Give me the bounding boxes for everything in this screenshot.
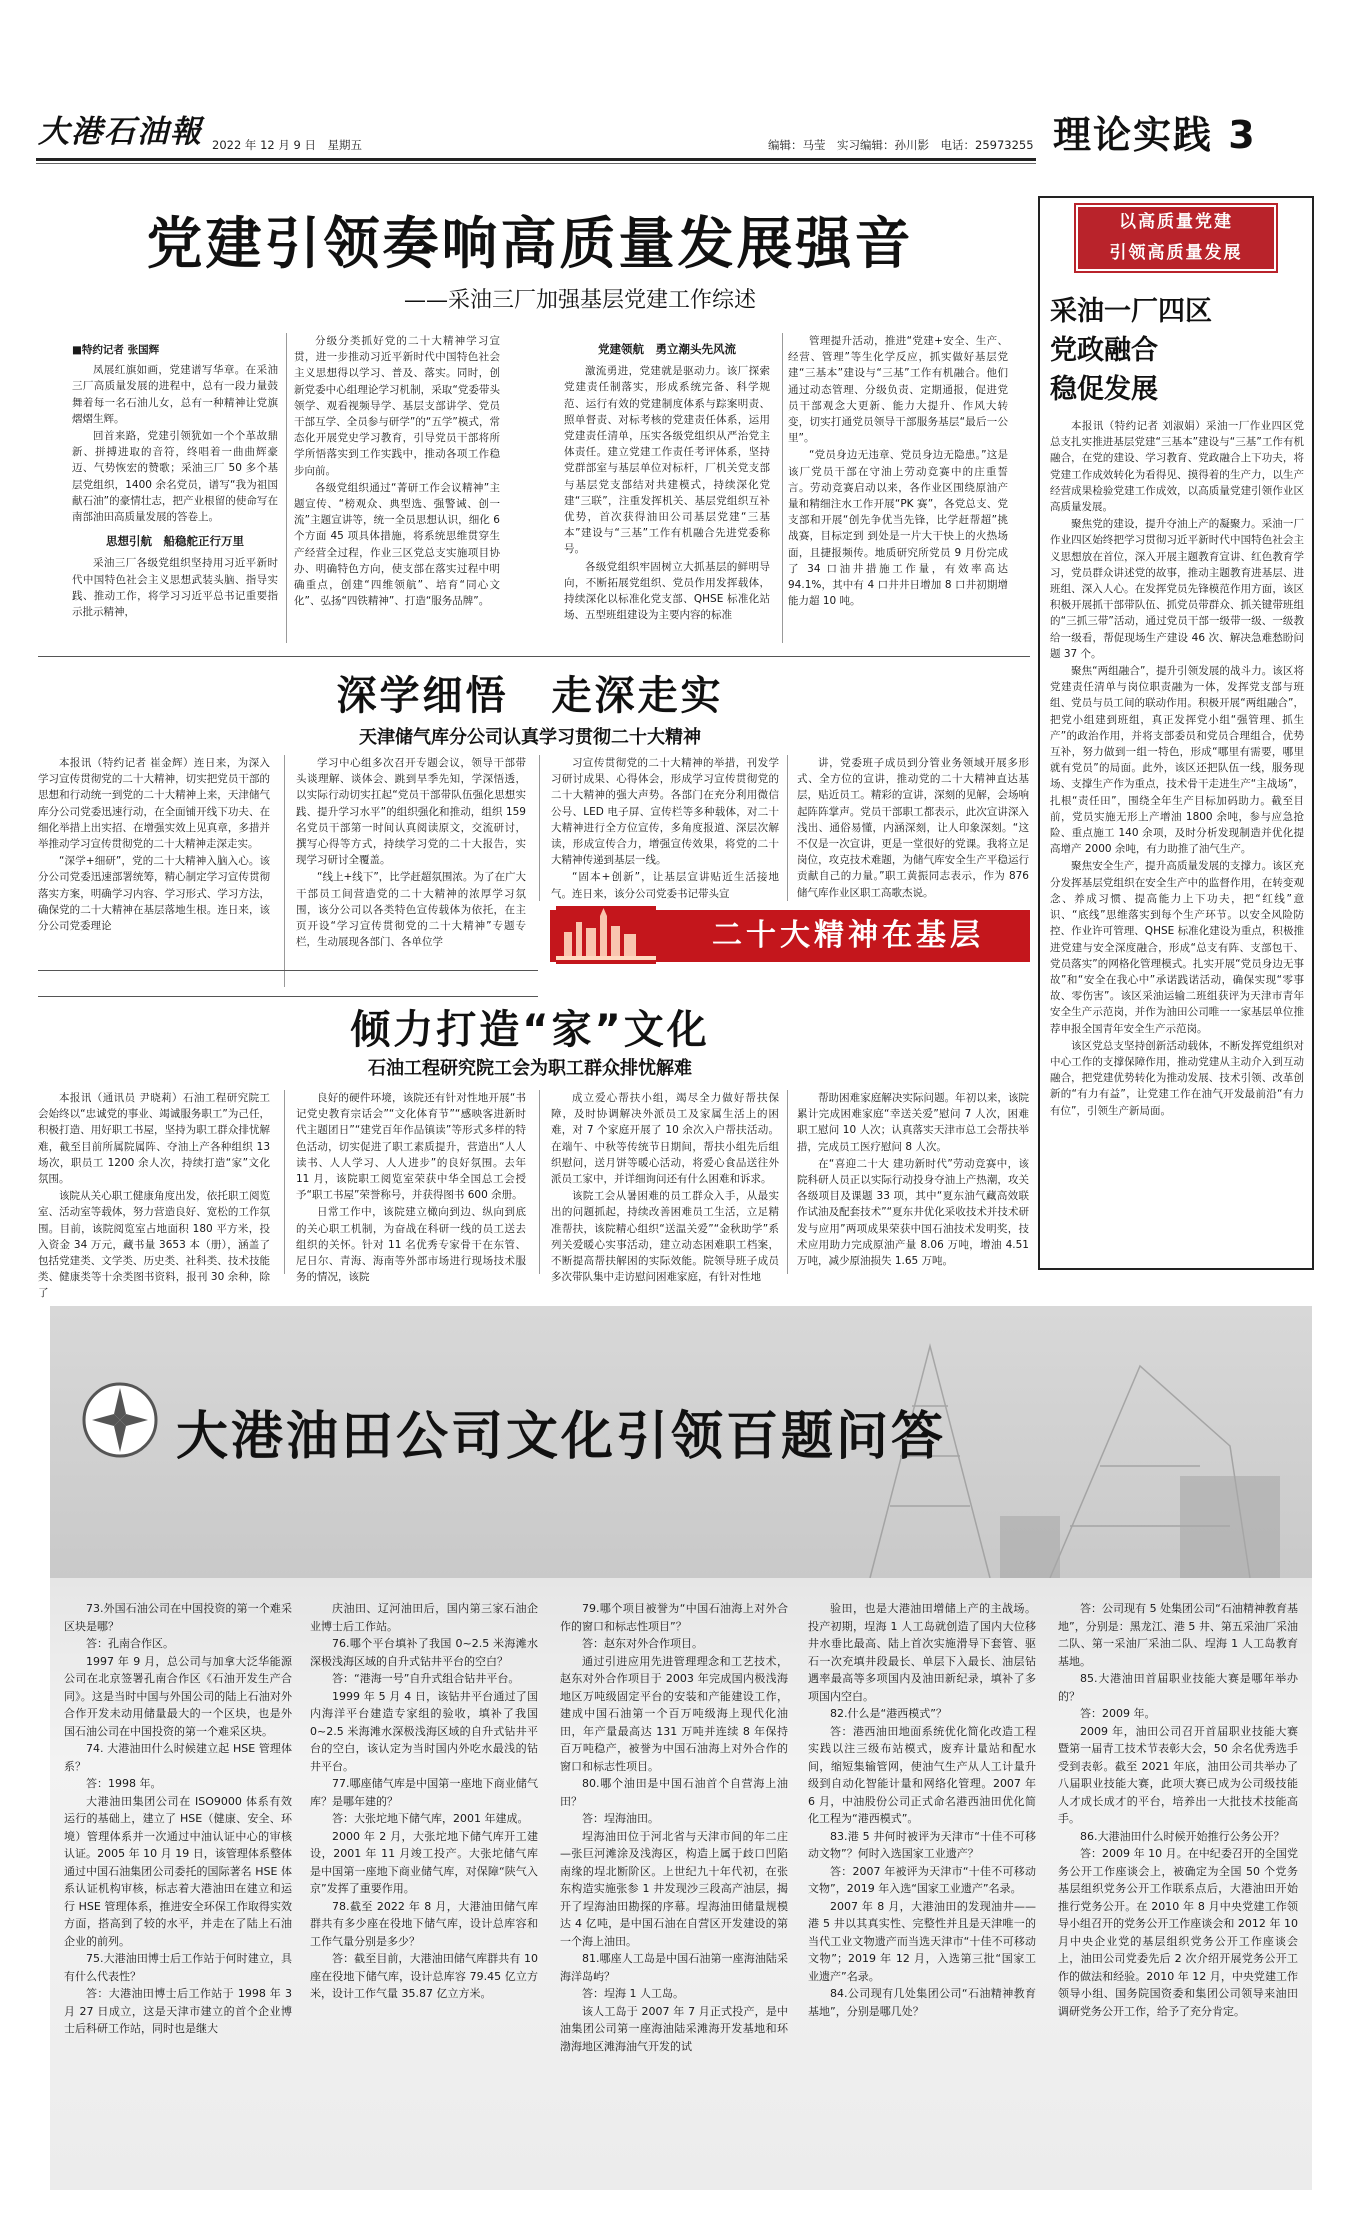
paragraph: 本报讯（通讯员 尹晓莉）石油工程研究院工会始终以“忠诚党的事业、竭诚服务职工”为己任，积极打造、用好职工书屋，坚持为职工群众排忧解难，截至目前所属院属阵、夺油上产各种组织 13 场次，职员工 1200 余人次，持续打造“家”文化氛围。 [38, 1092, 270, 1186]
paragraph: 验田，也是大港油田增储上产的主战场。投产初期，埕海 1 人工岛就创造了国内大位移井水垂比最高、陆上首次实施滑导下套管、驱石一次充填井段最长、单层下入最长、油层钻遇率最高等多项国内及油田新纪录，填补了多项国内空白。 [808, 1602, 1036, 1703]
paragraph: 答：孔南合作区。 [86, 1637, 174, 1650]
paragraph: 该人工岛于 2007 年 7 月正式投产，是中油集团公司第一座海油陆采滩海开发基地和环渤海地区滩海油气开发的试 [560, 2004, 788, 2053]
paragraph: 答：2007 年被评为天津市“十佳不可移动文物”，2019 年入选“国家工业遗产”名录。 [808, 1864, 1036, 1895]
paragraph: 77.哪座储气库是中国第一座地下商业储气库？是哪年建的？ [310, 1777, 538, 1808]
article2-col3 [551, 755, 779, 901]
paragraph: 本报讯（特约记者 崔金辉）连日来，为深入学习宣传贯彻党的二十大精神，切实把党员干部的思想和行动统一到党的二十大精神上来，天津储气库分公司党委迅速行动，在全面铺开线下功夫、在细化举措上出实招、在增强实效上见真章，多措并举推动学习宣传贯彻党的二十大精神走深走实。 [38, 757, 270, 851]
culture-band [50, 1306, 1312, 1578]
paragraph: 73.外国石油公司在中国投资的第一个难采区块是哪？ [64, 1602, 292, 1633]
qa-col2 [310, 1600, 538, 2170]
article1-col1 [72, 342, 278, 644]
section-subheading: 思想引航 船稳舵正行万里 [106, 534, 244, 549]
spirit-banner: 二十大精神在基层 [550, 910, 1030, 962]
paragraph: 81.哪座人工岛是中国石油第一座海油陆采海洋岛屿？ [560, 1952, 788, 1983]
article1-col3 [564, 333, 770, 644]
article3-col3 [551, 1090, 779, 1284]
paragraph: 本报讯（特约记者 刘淑娟）采油一厂作业四区党总支扎实推进基层党建“三基本”建设与“三基”工作有机融合，在党的建设、学习教育、党政融合上下功夫，将党建工作成效转化为看得见、摸得着的生产力，以生产经营成果检验党建工作成效，以高质量党建引领作业区高质量发展。 [1050, 420, 1304, 514]
byline: ■特约记者 张国辉 [72, 344, 160, 356]
paragraph: 该院工会从暑困难的员工群众入手，从最实出的问题抓起，持续改善困难员工生活，立足精准帮扶，该院精心组织“送温关爱”“金秋助学”系列关爱暖心实事活动，建立动态困难职工档案，不断提高帮扶解困的实际效能。院领导班子成员多次带队集中走访慰问困难家庭，有针对性地 [551, 1190, 779, 1284]
paragraph: 凤展红旗如画，党建谱写华章。在采油三厂高质量发展的进程中，总有一段力量鼓舞着每一名石油儿女，总有一种精神让党旗熠熠生辉。 [72, 364, 278, 425]
article2-col4 [797, 755, 1029, 901]
paragraph: 答：截至目前，大港油田储气库群共有 10 座在役地下储气库，设计总库容 79.45 亿立方米，设计工作气量 35.87 亿立方米。 [310, 1952, 538, 2000]
paragraph: 学习中心组多次召开专题会议，领导干部带头谈理解、谈体会、跳到旱季先知，学深悟透，以实际行动切实扛起“党员干部带队伍强化思想实践、提升学习水平”的组织强化和推动，组织 159 名党员干部第一时间认真阅读原文，交流研讨，撰写心得等方式，持续学习党的二十大报告，实现学习研讨全覆盖。 [296, 757, 526, 867]
paragraph: 激流勇进，党建就是驱动力。该厂探索党建责任制落实，形成系统完备、科学规范、运行有效的党建制度体系与踪案明责、照单督责、对标考核的党建责任体系，运用党建责任清单，压实各级党组织从严治党主体责任。建立党建工作责任考评体系，坚持党群部室与基层单位对标杆，厂机关党支部与基层党支部结对共建模式，持续深化党建“三联”，注重发挥机关、基层党组织互补优势，首次获得油田公司基层党建“三基本”建设与“三基”工作有机融合先进党委称号。 [564, 365, 770, 556]
paragraph: 成立爱心帮扶小组，竭尽全力做好帮扶保障，及时协调解决外派员工及家属生活上的困难，对 7 个家庭开展了 10 余次入户帮扶活动。在端午、中秋等传统节日期间，帮扶小组先后组织慰问，送月饼等暖心活动，将爱心食品送往外派员工家中，并详细询问还有什么困难和诉求。 [551, 1092, 779, 1186]
paragraph: “深学+细研”，党的二十大精神入脑入心。该分公司党委迅速部署统筹，精心制定学习宣传贯彻落实方案，明确学习内容、学习形式、学习方法，确保党的二十大精神在基层落地生根。连日来，该分公司党委理论 [38, 855, 270, 933]
paragraph: 1999 年 5 月 4 日，该钻井平台通过了国内海洋平台建造专家组的验收，填补了我国 0~2.5 米海滩水深极浅海区域的自升式钻井平台的空白，该认定为当时国内外吃水最浅的钻井平台。 [310, 1689, 538, 1773]
paragraph: “党员身边无违章、党员身边无隐患。”这是该厂党员干部在守油上劳动竞赛中的庄重誓言。劳动竞赛启动以来，各作业区围绕原油产量和精细注水工作开展“PK 赛”，各党总支、党支部和开展“创先争优当先锋，比学赶帮超”挑战赛，目标定到 到处是一片大干快上的火热场面，且捷报频传。地质研究所党员 9 月份完成了 34 口油井措施工作量，有效率高达 94.1%，其中有 4 口井井日增加 8 口井初期增能力超 10 吨。 [788, 449, 1008, 608]
paragraph: 各级党组织牢固树立大抓基层的鲜明导向，不断拓展党组织、党员作用发挥载体，持续深化以标准化党支部、QHSE 标准化站场、五型班组建设为主要内容的标准 [564, 560, 770, 622]
paragraph: 该区党总支坚持创新活动载体，不断发挥党组织对中心工作的支撑保障作用，推动党建从主动介入到互动融合，把党建优势转化为推动发展、技术引领、改革创新的“有力有益”，让党建工作在油气开发最前沿“有力有位”，引领生产新局面。 [1050, 1039, 1304, 1117]
paragraph: 大港油田集团公司在 ISO9000 体系有效运行的基础上，建立了 HSE（健康、安全、环境）管理体系并一次通过中油认证中心的审核认证。2005 年 10 月 19 日，该管理体系整体通过中国石油集团公司委托的国际著名 HSE 体系认证机构审核，标志着大港油田在建立和运行 HSE 管理体系，推进安全环保工作取得实效方面，搭高到了较的水平，并走在了陆上石油企业的前列。 [64, 1794, 292, 1948]
paragraph: 日常工作中，该院建立橄向到边、纵向到底的关心职工机制，为奋战在科研一线的员工送去组织的关怀。针对 11 名优秀专家骨干在东管、尼日尔、青海、海南等外部市场进行现场技术服务的情况，该院 [296, 1206, 526, 1284]
paragraph: 答：“港海一号”自升式组合钻井平台。 [332, 1672, 520, 1685]
paragraph: 帮助困难家庭解决实际问题。年初以来，该院累计完成困难家庭“幸送关爱”慰问 7 人次，困难职工慰问 10 人次；认真落实天津市总工会帮扶举措，完成员工医疗慰问 8 人次。 [797, 1092, 1029, 1153]
newspaper-logo: 大港石油報 [38, 114, 203, 150]
article2-col1 [38, 755, 270, 987]
paragraph: 答：大张坨地下储气库，2001 年建成。 [332, 1812, 529, 1825]
culture-band-title: 大港油田公司文化引领百题问答 [176, 1407, 947, 1467]
paragraph: 庆油田、辽河油田后，国内第三家石油企业博士后工作站。 [310, 1602, 538, 1633]
paragraph: 答：2009 年 10 月。在中纪委召开的全国党务公开工作座谈会上，被确定为全国 50 个党务基层组织党务公开工作联系点后，大港油田开始推行党务公开。在 2010 年 8 月中央党建工作领导小组召开的党务公开工作座谈会和 2012 年 10 月中央企业党的基层组织党务公开工作座谈会上，油田公司党委先后 2 次介绍开展党务公开工作的做法和经验。2010 年 12 月，中央党建工作领导小组、国务院国资委和集团公司领导来油田调研党务公开工作，给予了充分肯定。 [1058, 1847, 1298, 2018]
article3-col4 [797, 1090, 1029, 1274]
paragraph: 83.港 5 井何时被评为天津市“十佳不可移动文物”？何时入选国家工业遗产？ [808, 1829, 1036, 1860]
paragraph: 2009 年，油田公司召开首届职业技能大赛暨第一届青工技术节表彰大会，50 余名优秀选手受到表彰。截至 2021 年底，油田公司共举办了八届职业技能大赛，此项大赛已成为公司级技能人才成长成才的平台，培养出一大批技术技能高手。 [1058, 1724, 1298, 1825]
paragraph: 2000 年 2 月，大张坨地下储气库开工建设，2001 年 11 月竣工投产。大张坨储气库是中国第一座地下商业储气库，对保障“陕气入京”发挥了重要作用。 [310, 1829, 538, 1895]
paragraph: 78.截至 2022 年 8 月，大港油田储气库群共有多少座在役地下储气库，设计总库容和工作气量分别是多少？ [310, 1899, 538, 1948]
sidebar-banner-line2: 引领高质量发展 [1109, 243, 1243, 263]
masthead-rule [36, 158, 1036, 161]
skyline-icon [556, 906, 656, 964]
paragraph: 答：公司现有 5 处集团公司“石油精神教育基地”，分别是：黑龙江、港 5 井、第五采油厂采油二队、第一采油厂采油二队、埕海 1 人工岛教育基地。 [1058, 1602, 1298, 1668]
company-logo-icon [80, 1380, 160, 1460]
paragraph: 聚焦安全生产，提升高质量发展的支撑力。该区充分发挥基层党组织在安全生产中的监督作用，在转变观念、养成习惯、提高能力上下功夫，把“红线”意识、“底线”思维落实到每个生产环节。以安全风险防控、作业许可管理、QHSE 标准化建设为重点，积极推进党建与安全深度融合，形成“总支有阵、支部包干、党员落实”的网格化管理模式。扎实开展“党员身边无事故”和“安全在我心中”承诺践诺活动，确保实现“零事故、零伤害”。该区采油运输二班组获评为天津市青年安全生产示范岗，并作为油田公司唯一一家基层单位推荐申报全国青年安全生产示范岗。 [1050, 860, 1304, 1035]
article2-headline: 深学细悟 走深走实 [336, 673, 724, 719]
paragraph: 采油三厂各级党组织坚持用习近平新时代中国特色社会主义思想武装头脑、指导实践、推动工作，将学习习近平总书记重要指示批示精神， [72, 557, 278, 619]
paragraph: 聚焦“两组融合”，提升引领发展的战斗力。该区将党建责任清单与岗位职责融为一体，发挥党支部与班组、党员与员工间的联动作用。积极开展“两组融合”，把党小组建到班组，真正发挥党小组“强管理、抓生产”的政治作用，并将支部委员和党员合理组合，优势互补，努力做到一组一特色，形成“哪里有需要，哪里就有党员”的局面。此外，该区还把队伍一线，服务现场、支撑生产作为重点，技术骨干走进生产“主战场”，扎根“责任田”，围绕全年生产目标加码助力。截至目前，党员实施无形上产增油 1800 余吨，参与应急抢险、重点施工 140 余项，及时分析发现制造并优化提高增产 2000 余吨，有力助推了油气生产。 [1050, 665, 1304, 856]
paragraph: 79.哪个项目被誉为“中国石油海上对外合作的窗口和标志性项目”？ [560, 1602, 788, 1633]
qa-col5 [1058, 1600, 1298, 2170]
article3-headline: 倾力打造“家”文化 [350, 1007, 710, 1053]
paragraph: 答：埕海油田。 [582, 1812, 659, 1825]
paragraph: 82.什么是“港西模式”？ [830, 1707, 947, 1720]
qa-col1 [64, 1600, 292, 2170]
paragraph: 答：港西油田地面系统优化简化改造工程实践以注三级布站模式，废弃计量站和配水间，缩短集输管网，使油气生产从人工计量升级到自动化智能计量和网络化管理。2007 年 6 月，中油股份公司正式命名港西油田优化简化工程为“港西模式”。 [808, 1724, 1036, 1825]
paragraph: “线上+线下”，比学赶超氛围浓。为了在广大干部员工间营造党的二十大精神的浓厚学习氛围，该分公司以各类特色宣传载体为依托，在主页开设“学习宣传贯彻党的二十大精神”专题专栏，生动展现各部门、各单位学 [296, 871, 526, 949]
page-title: 理论实践 3 [1053, 113, 1257, 157]
issue-date: 2022 年 12 月 9 日 星期五 [212, 138, 362, 152]
article1-subhead: ——采油三厂加强基层党建工作综述 [403, 288, 756, 313]
paragraph: 1997 年 9 月，总公司与加拿大泛华能源公司在北京签署孔南合作区《石油开发生产合同》。这是当时中国与外国公司的陆上石油对外合作开发未动用储量最大的一个区块，也是外国石油公司在中国投资的第一个难采区块。 [64, 1654, 292, 1738]
paragraph: “固本+创新”，让基层宣讲贴近生活接地气。连日来，该分公司党委书记带头宣 [551, 871, 779, 900]
paragraph: 管理提升活动，推进“党建+安全、生产、经营、管理”等生化学反应，抓实做好基层党建“三基本”建设与“三基”工作有机融合。他们通过动态管理、分级负责、定期通报，促进党员干部观念大更新、能力大提升、作风大转变，切实打通党员领导干部服务基层“最后一公里”。 [788, 335, 1008, 445]
paragraph: 良好的硬件环境，该院还有针对性地开展“书记党史教育宗话会”“文化体育节”“感映客进新时代主题团日”“建党百年作品镇读”等形式多样的特色活动，切实促进了职工素质提升，营造出“人人读书、人人学习、人人进步”的良好氛围。去年 11 月，该院职工阅览室荣获中华全国总工会授予“职工书屋”荣誉称号，并获得图书 600 余册。 [296, 1092, 526, 1202]
paragraph: 各级党组织通过“菁研工作会议精神”主题宣传、“榜观众、典型选、强警诫、创一流”主题宣讲等，统一全员思想认识，细化 6 个方面 45 项具体措施，将系统思维贯穿生产经营全过程，作业三区党总支实施项目协办、明确特色方向，使支部在落实过程中明确重点，创建“四维领航”、培育“同心文化”、弘扬“四铁精神”、打造“服务品牌”。 [294, 481, 500, 608]
paragraph: 该院从关心职工健康角度出发，依托职工阅览室、活动室等载体，努力营造良好、宽松的工作氛围。目前，该院阅览室占地面积 180 平方米，投入资金 34 万元，藏书量 3653 本（册），涵盖了包括党建类、文学类、历史类、社科类、技术技能类、健康类等十余类图书资料，报刊 30 余种，除了 [38, 1190, 270, 1300]
paragraph: 2007 年 8 月，大港油田的发现油井——港 5 井以其真实性、完整性并且是天津唯一的当代工业文物遗产而当选天津市“十佳不可移动文物”；2019 年 12 月，入选第三批“国家工业遗产”名录。 [808, 1899, 1036, 1983]
editor-info: 编辑：马莹 实习编辑：孙川影 电话：25973255 [768, 138, 1034, 152]
paragraph: 85.大港油田首届职业技能大赛是哪年举办的？ [1058, 1672, 1298, 1703]
paragraph: 答：2009 年。 [1080, 1707, 1156, 1720]
sidebar-banner-line1: 以高质量党建 [1119, 212, 1233, 232]
article1-headline: 党建引领奏响高质量发展强音 [146, 212, 914, 277]
sidebar-banner [1076, 205, 1276, 271]
masthead-rule-thin [36, 163, 1036, 164]
paragraph: 75.大港油田博士后工作站于何时建立，具有什么代表性？ [64, 1952, 292, 1983]
paragraph: 埕海油田位于河北省与天津市间的年二庄—张巨河滩涂及浅海区，构造上属于歧口凹陷南缘的埕北断阶区。上世纪九十年代初，在张东构造实施张参 1 井发现沙三段高产油层，揭开了埕海油田勘探的序幕。埕海油田储量规模达 4 亿吨，是中国石油在自营区开发建设的第一个海上油田。 [560, 1829, 788, 1948]
paragraph: 答：1998 年。 [86, 1777, 162, 1790]
paragraph: 聚焦党的建设，提升夺油上产的凝聚力。采油一厂作业四区始终把学习贯彻习近平新时代中国特色社会主义思想放在首位，深入开展主题教育宣讲、红色教育学习，党员群众讲述党的故事，推动主题教育进基层、进班组、深入人心。在发挥党员先锋模范作用方面，该区积极开展抓干部带队伍、抓党员带群众、抓关键带班组的“三抓三带”活动，通过党员干部一级带一级、一级教给一级看，帮促现场生产建设 46 次、解决急难愁盼问题 37 个。 [1050, 518, 1304, 660]
paragraph: 76.哪个平台填补了我国 0~2.5 米海滩水深极浅海区域的自升式钻井平台的空白？ [310, 1637, 538, 1668]
paragraph: 讲，党委班子成员到分管业务领域开展多形式、全方位的宣讲，推动党的二十大精神直达基层，贴近员工。精彩的宣讲，深刻的见解，会场响起阵阵掌声。党员干部职工都表示，此次宣讲深入浅出、通俗易懂，内涵深刻，让人印象深刻。“这不仅是一次宣讲，更是一堂很好的党课。我将立足岗位，攻克技术难题，为储气库安全生产平稳运行贡献自己的力量。”职工黄振同志表示，作为 876 储气库作业区职工高歌杰说。 [797, 757, 1029, 899]
article2-col2 [296, 755, 526, 987]
qa-col4 [808, 1600, 1036, 2170]
paragraph: 通过引进应用先进管理理念和工艺技术，赵东对外合作项目于 2003 年完成国内极浅海地区万吨级固定平台的安装和产能建设工作，建成中国石油第一个百万吨级海上现代化油田，年产量最高达 131 万吨并连续 8 年保持百万吨稳产，被誉为中国石油海上对外合作的窗口和标志性项目。 [560, 1654, 788, 1773]
article3-col1 [38, 1090, 270, 1300]
paragraph: 答：大港油田博士后工作站于 1998 年 3 月 27 日成立，这是天津市建立的首个企业博士后科研工作站，同时也是继大 [64, 1987, 292, 2035]
paragraph: 在“喜迎二十大 建功新时代”劳动竞赛中，该院科研人员正以实际行动投身夺油上产热潮，攻关各级项目及课题 33 项，其中“夏东油气藏高效联作试油及配套技术”“夏东井优化采收技术并技术研发与应用”两项成果荣获中国石油技术发明奖，技术应用助力完成原油产量 8.06 万吨，增油 4.51 万吨，减少原油损失 1.65 万吨。 [797, 1157, 1029, 1268]
paragraph: 80.哪个油田是中国石油首个自营海上油田？ [560, 1777, 788, 1808]
paragraph: 分级分类抓好党的二十大精神学习宣贯，进一步推动习近平新时代中国特色社会主义思想得以学习、普及、落实。同时，创新党委中心组理论学习机制，采取“党委带头领学、观看视频导学、基层支部讲学、党员干部互学、全员参与研学”的“五学”模式，常态化开展党史学习教育，引导党员干部将所学所悟落实到工作实践中，推动各项工作稳步向前。 [294, 335, 500, 477]
article3-subhead: 石油工程研究院工会为职工群众排忧解难 [368, 1058, 692, 1079]
sidebar-body [1050, 418, 1304, 1262]
paragraph: 84.公司现有几处集团公司“石油精神教育基地”，分别是哪几处？ [808, 1987, 1036, 2018]
sidebar-headline: 采油一厂四区 党政融合 稳促发展 [1050, 296, 1212, 405]
article3-col2 [296, 1090, 526, 1284]
paragraph: 回首来路，党建引领犹如一个个革故鼎新、拼搏进取的音符，终唱着一曲曲辉豪迈、气势恢宏的赞歌；采油三厂 50 多个基层党组织，1400 余名党员，谱写“我为祖国献石油”的豪情壮志，把产业根留的使命写在南部油田高质量发展的答卷上。 [72, 430, 278, 524]
qa-col3 [560, 1600, 788, 2170]
paragraph: 74. 大港油田什么时候建立起 HSE 管理体系？ [64, 1742, 292, 1773]
article1-col4 [788, 333, 1008, 644]
paragraph: 答：埕海 1 人工岛。 [582, 1987, 684, 2000]
paragraph: 习宣传贯彻党的二十大精神的举措，刊发学习研讨成果、心得体会，形成学习宣传贯彻党的二十大精神的强大声势。各部门在充分利用微信公号、LED 电子屏、宣传栏等多种载体，对二十大精神进行全方位宣传，多角度报道、深层次解读，形成宣传合力，增强宣传效果，将党的二十大精神传递到基层一线。 [551, 757, 779, 867]
article1-col2 [294, 333, 500, 644]
section-subheading: 党建领航 勇立潮头先风流 [598, 342, 736, 356]
paragraph: 答：赵东对外合作项目。 [582, 1637, 703, 1650]
article2-subhead: 天津储气库分公司认真学习贯彻二十大精神 [359, 727, 701, 748]
paragraph: 86.大港油田什么时候开始推行公务公开？ [1080, 1829, 1285, 1843]
